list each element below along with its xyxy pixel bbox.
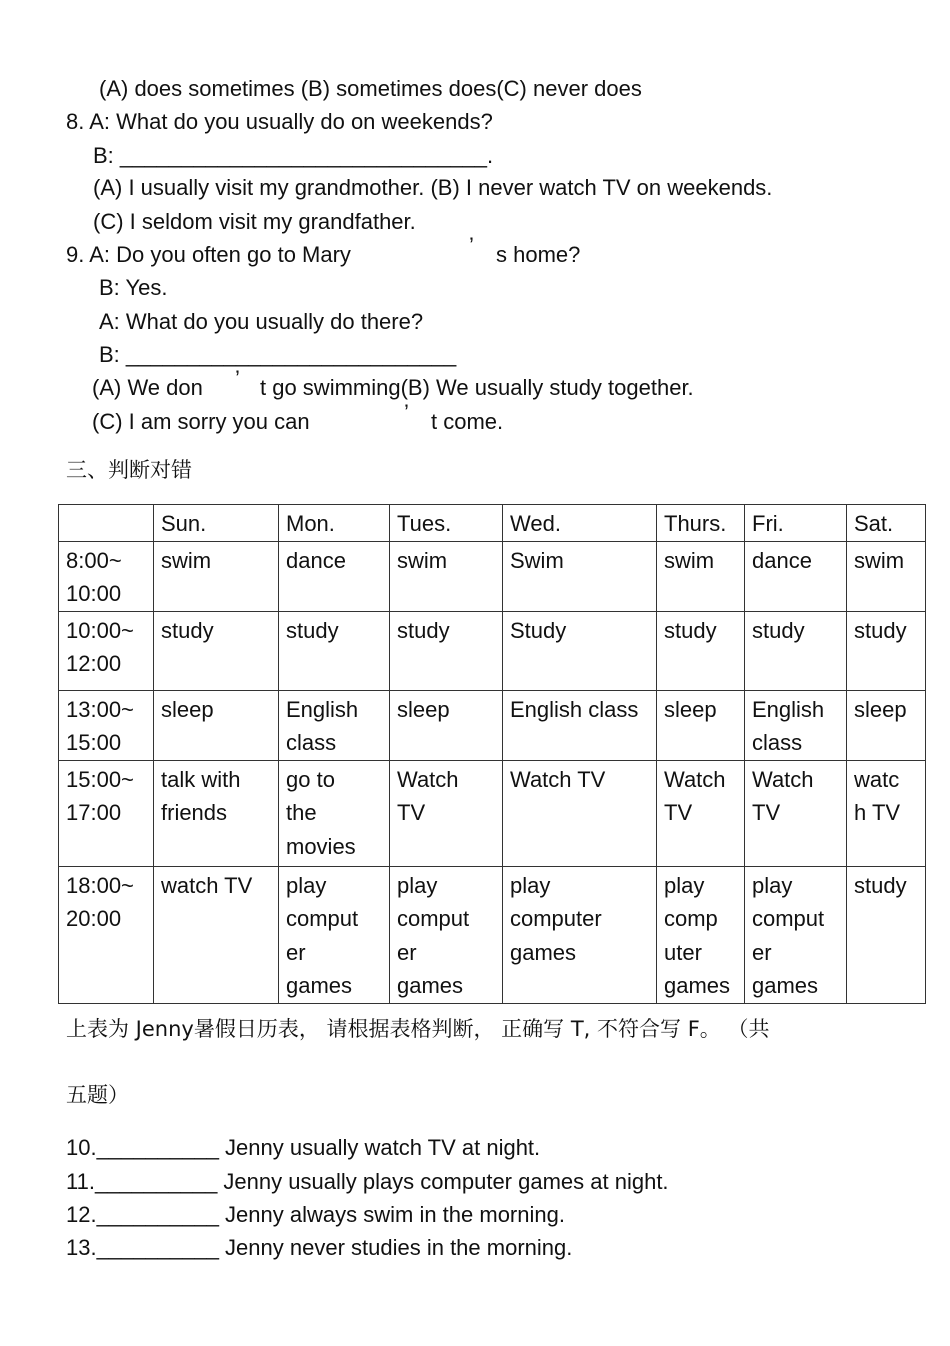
table-row bbox=[59, 611, 926, 690]
activity-cell: study bbox=[847, 611, 926, 690]
activity-cell: Watch TV bbox=[390, 760, 503, 866]
activity-cell: dance bbox=[745, 541, 847, 611]
activity-cell: go to the movies bbox=[279, 760, 390, 866]
activity-cell: swim bbox=[657, 541, 745, 611]
time-cell: 13:00~ 15:00 bbox=[59, 690, 154, 760]
activity-cell: swim bbox=[390, 541, 503, 611]
header-cell-blank bbox=[59, 505, 154, 542]
q9-apostrophe-2: ’ bbox=[235, 366, 240, 391]
activity-cell: dance bbox=[279, 541, 390, 611]
activity-cell: Watch TV bbox=[657, 760, 745, 866]
activity-cell: sleep bbox=[154, 690, 279, 760]
q8-option-c: (C) I seldom visit my grandfather. bbox=[93, 209, 416, 234]
activity-cell: sleep bbox=[390, 690, 503, 760]
statement-10: 10.__________ Jenny usually watch TV at night. bbox=[66, 1135, 541, 1160]
instruction-line-1: 上表为 Jenny暑假日历表， 请根据表格判断， 正确写 T, 不符合写 F。 （共 bbox=[66, 1017, 770, 1041]
q8-answer-blank: B: ______________________________. bbox=[93, 143, 494, 168]
q9-apostrophe-3: ’ bbox=[404, 400, 409, 425]
header-cell-mon: Mon. bbox=[279, 505, 390, 542]
q9-question-part1: 9. A: Do you often go to Mary bbox=[66, 242, 351, 267]
activity-cell: swim bbox=[847, 541, 926, 611]
activity-cell: study bbox=[745, 611, 847, 690]
activity-cell: swim bbox=[154, 541, 279, 611]
q9-followup: A: What do you usually do there? bbox=[99, 309, 424, 334]
q9-option-c-part1: (C) I am sorry you can bbox=[92, 409, 310, 434]
q9-option-ab-part2: t go swimming(B) We usually study together. bbox=[260, 375, 694, 400]
header-cell-sat: Sat. bbox=[847, 505, 926, 542]
time-cell: 15:00~ 17:00 bbox=[59, 760, 154, 866]
statement-13: 13.__________ Jenny never studies in the morning. bbox=[66, 1235, 573, 1260]
activity-cell: play comp uter games bbox=[657, 866, 745, 1003]
activity-cell: study bbox=[847, 866, 926, 1003]
activity-cell: sleep bbox=[847, 690, 926, 760]
section-title: 三、判断对错 bbox=[66, 458, 192, 482]
table-row bbox=[59, 866, 926, 1003]
activity-cell: study bbox=[279, 611, 390, 690]
header-cell-thurs: Thurs. bbox=[657, 505, 745, 542]
header-cell-wed: Wed. bbox=[503, 505, 657, 542]
activity-cell: English class bbox=[745, 690, 847, 760]
q9-apostrophe-1: ’ bbox=[469, 233, 474, 258]
statement-11: 11.__________ Jenny usually plays computer games at night. bbox=[66, 1169, 669, 1194]
activity-cell: study bbox=[154, 611, 279, 690]
statement-12: 12.__________ Jenny always swim in the morning. bbox=[66, 1202, 565, 1227]
activity-cell: watc h TV bbox=[847, 760, 926, 866]
q9-reply: B: Yes. bbox=[99, 275, 168, 300]
q9-question-part2: s home? bbox=[496, 242, 581, 267]
q9-option-ab-part1: (A) We don bbox=[92, 375, 203, 400]
q8-question: 8. A: What do you usually do on weekends? bbox=[66, 109, 493, 134]
activity-cell: talk with friends bbox=[154, 760, 279, 866]
table-row bbox=[59, 690, 926, 760]
schedule-table bbox=[58, 504, 926, 1004]
activity-cell: Swim bbox=[503, 541, 657, 611]
activity-cell: sleep bbox=[657, 690, 745, 760]
activity-cell: English class bbox=[503, 690, 657, 760]
activity-cell: Watch TV bbox=[503, 760, 657, 866]
activity-cell: study bbox=[390, 611, 503, 690]
header-cell-tues: Tues. bbox=[390, 505, 503, 542]
time-cell: 18:00~ 20:00 bbox=[59, 866, 154, 1003]
activity-cell: play comput er games bbox=[390, 866, 503, 1003]
header-cell-fri: Fri. bbox=[745, 505, 847, 542]
time-cell: 8:00~ 10:00 bbox=[59, 541, 154, 611]
activity-cell: watch TV bbox=[154, 866, 279, 1003]
activity-cell: Study bbox=[503, 611, 657, 690]
q9-answer-blank: B: ___________________________ bbox=[99, 342, 457, 367]
activity-cell: play computer games bbox=[503, 866, 657, 1003]
schedule-header-row bbox=[59, 505, 926, 542]
q8-option-ab: (A) I usually visit my grandmother. (B) I never watch TV on weekends. bbox=[93, 175, 773, 200]
time-cell: 10:00~ 12:00 bbox=[59, 611, 154, 690]
activity-cell: play comput er games bbox=[279, 866, 390, 1003]
header-cell-sun: Sun. bbox=[154, 505, 279, 542]
activity-cell: study bbox=[657, 611, 745, 690]
instruction-line-2: 五题） bbox=[66, 1083, 129, 1107]
activity-cell: play comput er games bbox=[745, 866, 847, 1003]
q9-option-c-part2: t come. bbox=[431, 409, 504, 434]
table-row bbox=[59, 541, 926, 611]
activity-cell: Watch TV bbox=[745, 760, 847, 866]
q7-options: (A) does sometimes (B) sometimes does(C) never does bbox=[99, 76, 642, 101]
table-row bbox=[59, 760, 926, 866]
activity-cell: English class bbox=[279, 690, 390, 760]
